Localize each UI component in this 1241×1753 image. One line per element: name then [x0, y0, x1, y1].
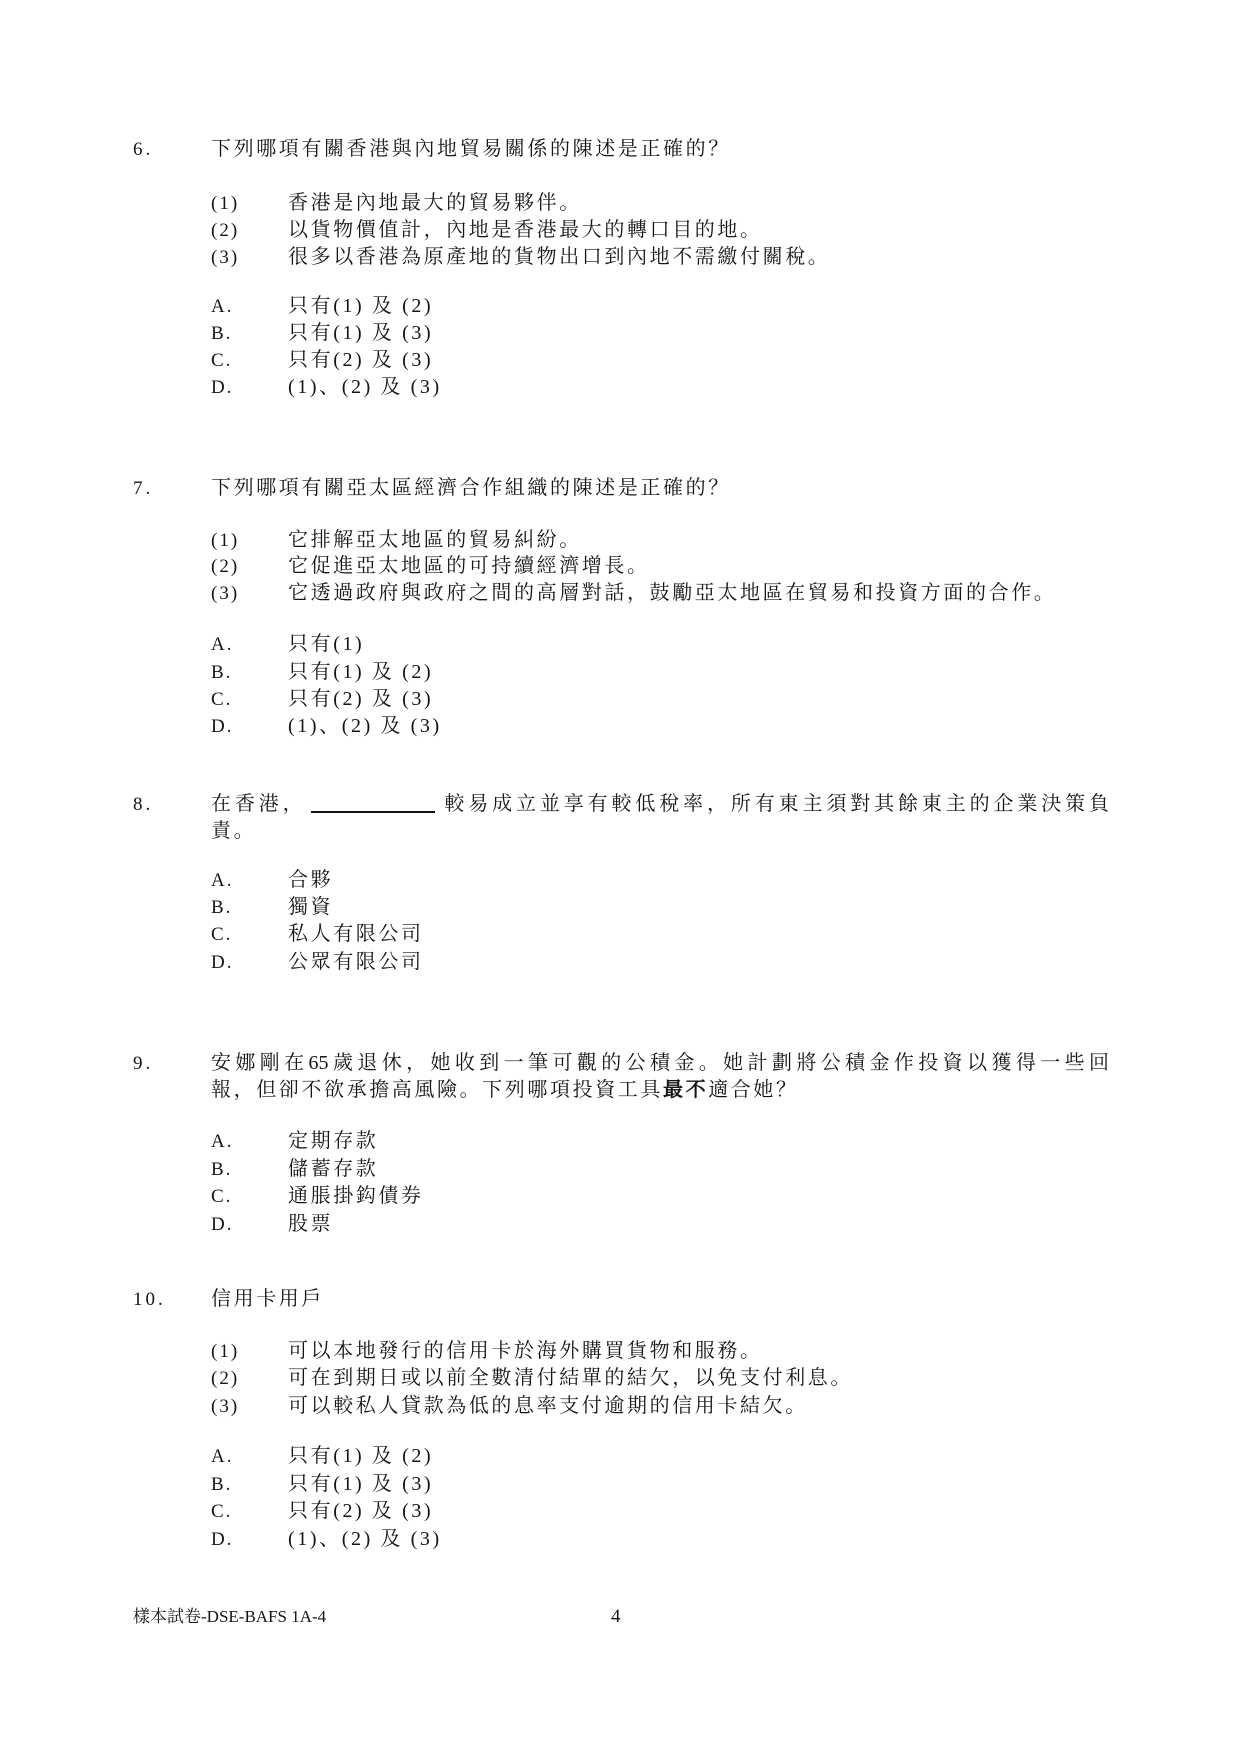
option-row: [0, 949, 1241, 976]
option-text: 只有(1) 及 (3): [288, 1473, 434, 1495]
option-text: 定期存款: [288, 1130, 379, 1152]
statement-label: (2): [211, 220, 240, 241]
question-stem: 下列哪項有關亞太區經濟合作組織的陳述是正確的？: [211, 477, 731, 499]
statement-text: 可在到期日或以前全數清付結單的結欠，以免支付利息。: [288, 1367, 853, 1389]
answer-blank: [311, 791, 435, 813]
statement-row: [0, 527, 1241, 554]
option-row: [0, 713, 1241, 740]
option-label: A.: [211, 634, 234, 655]
option-row: [0, 631, 1241, 658]
option-label: C.: [211, 350, 233, 371]
option-text: (1)、(2) 及 (3): [288, 1528, 442, 1550]
stem-text-after-blank: 較易成立並享有較低稅率，所有東主須對其餘東主的企業決策負: [440, 793, 1109, 815]
option-row: [0, 921, 1241, 948]
page-number: 4: [611, 1606, 621, 1627]
option-row: [0, 1211, 1241, 1238]
question-stem-line-2-row: [0, 1077, 1241, 1104]
option-label: C.: [211, 1501, 233, 1522]
option-row: [0, 686, 1241, 713]
question-stem-line-2-row: [0, 818, 1241, 845]
statement-text: 可以較私人貸款為低的息率支付逾期的信用卡結欠。: [288, 1395, 808, 1417]
option-row: [0, 659, 1241, 686]
option-text: 只有(2) 及 (3): [288, 688, 434, 710]
option-text: 只有(1) 及 (3): [288, 322, 434, 344]
statement-label: (3): [211, 1396, 240, 1417]
statement-text: 它促進亞太地區的可持續經濟增長。: [288, 555, 650, 577]
statement-row: [0, 190, 1241, 217]
option-label: A.: [211, 1446, 234, 1467]
statement-row: [0, 1365, 1241, 1392]
option-label: B.: [211, 1159, 233, 1180]
question-number: 8.: [133, 794, 154, 815]
option-text: 只有(1) 及 (2): [288, 295, 434, 317]
option-text: 儲蓄存款: [288, 1158, 379, 1180]
option-label: D.: [211, 377, 234, 398]
option-row: [0, 1443, 1241, 1470]
statement-text: 以貨物價值計，內地是香港最大的轉口目的地。: [288, 219, 763, 241]
option-text: 公眾有限公司: [288, 951, 424, 973]
statement-label: (2): [211, 556, 240, 577]
option-label: B.: [211, 897, 233, 918]
option-label: D.: [211, 952, 234, 973]
question-stem: 信用卡用戶: [211, 1288, 324, 1310]
option-label: A.: [211, 870, 234, 891]
statement-row: [0, 1393, 1241, 1420]
page-footer: [0, 1603, 1241, 1630]
option-row: [0, 347, 1241, 374]
paper-code: 樣本試卷-DSE-BAFS 1A-4: [133, 1607, 327, 1626]
option-label: D.: [211, 1529, 234, 1550]
option-text: 只有(2) 及 (3): [288, 349, 434, 371]
option-label: C.: [211, 689, 233, 710]
option-text: (1)、(2) 及 (3): [288, 376, 442, 398]
question-stem-line-2: [211, 1077, 799, 1104]
statement-label: (2): [211, 1368, 240, 1389]
option-row: [0, 867, 1241, 894]
question-header: [0, 136, 1241, 163]
question-header: [0, 791, 1241, 818]
option-text: 只有(1) 及 (2): [288, 1445, 434, 1467]
option-row: [0, 1183, 1241, 1210]
statement-label: (1): [211, 530, 240, 551]
option-row: [0, 894, 1241, 921]
question-number: 9.: [133, 1053, 154, 1074]
question-header: [0, 1050, 1241, 1077]
option-label: B.: [211, 662, 233, 683]
option-label: C.: [211, 924, 233, 945]
question-stem-line-1: [211, 791, 1109, 818]
statement-text: 很多以香港為原產地的貨物出口到內地不需繳付關稅。: [288, 246, 831, 268]
statement-text: 香港是內地最大的貿易夥伴。: [288, 192, 582, 214]
option-text: 股票: [288, 1213, 334, 1235]
option-text: 通脹掛鈎債券: [288, 1185, 424, 1207]
option-label: B.: [211, 1474, 233, 1495]
option-row: [0, 293, 1241, 320]
statement-text: 可以本地發行的信用卡於海外購買貨物和服務。: [288, 1340, 763, 1362]
option-text: 獨資: [288, 896, 334, 918]
question-number: 7.: [133, 478, 154, 499]
statement-row: [0, 1338, 1241, 1365]
option-text: 合夥: [288, 869, 334, 891]
option-label: D.: [211, 1214, 234, 1235]
question-stem: 下列哪項有關香港與內地貿易關係的陳述是正確的？: [211, 138, 731, 160]
statement-label: (3): [211, 583, 240, 604]
option-label: C.: [211, 1186, 233, 1207]
option-label: D.: [211, 716, 234, 737]
option-label: A.: [211, 296, 234, 317]
question-header: [0, 475, 1241, 502]
option-row: [0, 1498, 1241, 1525]
statement-row: [0, 580, 1241, 607]
stem-text: 適合她？: [708, 1079, 799, 1101]
statement-row: [0, 244, 1241, 271]
stem-text: 報，但卻不欲承擔高風險。下列哪項投資工具: [211, 1079, 663, 1101]
option-text: 只有(1): [288, 633, 365, 655]
option-text: 只有(1) 及 (2): [288, 661, 434, 683]
option-text: 只有(2) 及 (3): [288, 1500, 434, 1522]
question-header: [0, 1286, 1241, 1313]
question-stem-line-2: 責。: [211, 820, 257, 842]
stem-emphasis: 最不: [663, 1079, 709, 1101]
option-row: [0, 320, 1241, 347]
statement-text: 它排解亞太地區的貿易糾紛。: [288, 529, 582, 551]
statement-label: (1): [211, 193, 240, 214]
statement-label: (3): [211, 247, 240, 268]
option-row: [0, 1156, 1241, 1183]
stem-text-before-blank: 在香港，: [211, 793, 307, 815]
statement-row: [0, 553, 1241, 580]
option-row: [0, 1471, 1241, 1498]
question-number: 10.: [133, 1289, 166, 1310]
option-row: [0, 1526, 1241, 1553]
option-label: A.: [211, 1131, 234, 1152]
option-text: 私人有限公司: [288, 923, 424, 945]
statement-text: 它透過政府與政府之間的高層對話，鼓勵亞太地區在貿易和投資方面的合作。: [288, 582, 1057, 604]
question-stem-line-1: 安娜剛在65歲退休，她收到一筆可觀的公積金。她計劃將公積金作投資以獲得一些回: [211, 1052, 1109, 1074]
option-text: (1)、(2) 及 (3): [288, 715, 442, 737]
option-row: [0, 374, 1241, 401]
statement-row: [0, 217, 1241, 244]
question-number: 6.: [133, 139, 154, 160]
statement-label: (1): [211, 1341, 240, 1362]
option-label: B.: [211, 323, 233, 344]
option-row: [0, 1128, 1241, 1155]
